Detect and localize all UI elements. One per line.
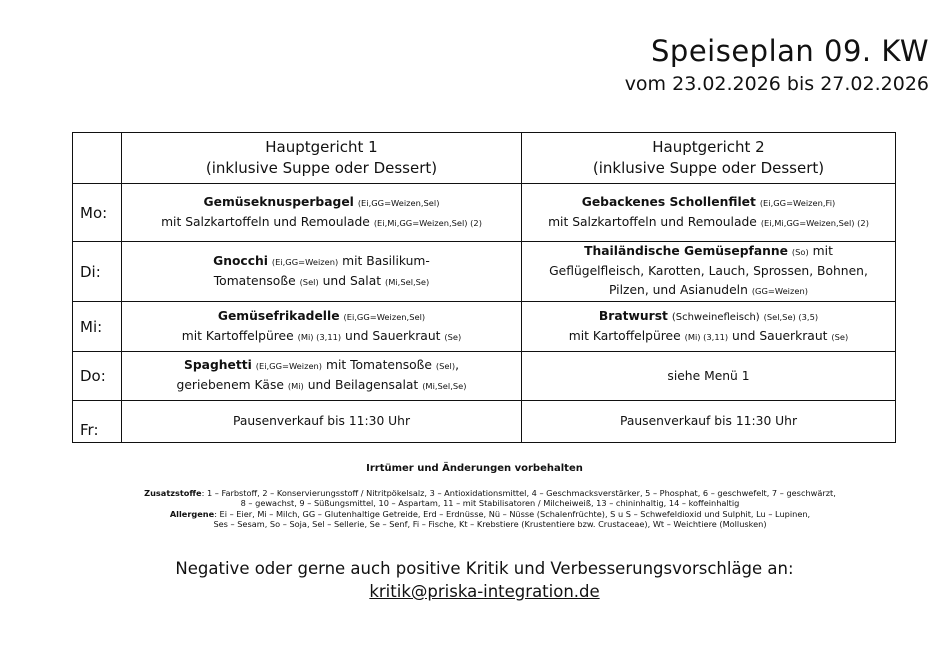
allergen-note: (GG=Weizen) — [751, 286, 808, 296]
header-empty-cell — [73, 133, 122, 184]
allergen-note: (Mi,Sel,Se) — [422, 381, 467, 391]
day-label: Di: — [73, 242, 122, 302]
dish-name: Gemüsefrikadelle — [217, 308, 340, 323]
additives-text: 8 – gewachst, 9 – Süßungsmittel, 10 – Aspartam, 11 – mit Stabilisatoren / Milcheiweiß, 13 – chininhaltig, 14 – koffeinhaltig — [240, 498, 740, 509]
table-row-tuesday — [73, 242, 896, 302]
menu1-cell — [122, 184, 522, 242]
menu2-cell — [522, 302, 896, 352]
allergen-note: (Ei,Mi,GG=Weizen,Sel) (2) — [373, 217, 482, 228]
column-header-title: Hauptgericht 1 — [265, 138, 378, 156]
dish-side: mit Kartoffelpüree — [568, 328, 681, 343]
punctuation: , — [455, 358, 459, 372]
dish-name: Spaghetti — [183, 358, 252, 372]
dish-name: Thailändische Gemüsepfanne — [584, 244, 788, 258]
allergens-text: Ses – Sesam, So – Soja, Sel – Sellerie, Se – Senf, Fi – Fische, Kt – Krebstiere (Krustentiere bzw. Crustaceae), Wt – Weichtiere (Mollusken) — [213, 519, 767, 530]
dish-name: Gebackenes Schollenfilet — [581, 194, 756, 209]
day-label: Fr: — [73, 401, 122, 443]
column-header-menu1 — [122, 133, 522, 184]
allergen-note: (Se) — [831, 331, 849, 342]
allergen-note: (Ei,GG=Weizen,Fi) — [759, 197, 836, 208]
allergens-text: : Ei – Eier, Mi – Milch, GG – Glutenhaltige Getreide, Erd – Erdnüsse, Nü – Nüsse (Schalenfrüchte), S u S – Schwefeldioxid und Sulphit, Lu – Lupinen, — [214, 508, 811, 519]
menu2-cell — [522, 184, 896, 242]
dish-side: Pilzen, und Asianudeln — [609, 283, 748, 297]
dish-name: Bratwurst — [598, 308, 668, 323]
dish-side: mit Kartoffelpüree — [181, 328, 294, 343]
allergen-note: (Mi) — [287, 381, 304, 391]
allergen-note: (Ei,GG=Weizen) — [271, 256, 339, 267]
dish-side: und Salat — [322, 273, 382, 288]
feedback-email-link[interactable]: kritik@priska-integration.de — [369, 582, 600, 601]
menu2-cell — [522, 401, 896, 443]
column-header-subtitle: (inklusive Suppe oder Dessert) — [592, 159, 825, 177]
menu1-cell — [122, 352, 522, 401]
table-row-thursday — [73, 352, 896, 401]
dish-side: mit Salzkartoffeln und Remoulade — [548, 214, 757, 229]
allergen-note: (Ei,GG=Weizen) — [255, 361, 323, 371]
dish-side: mit — [812, 244, 833, 258]
menu-table — [72, 132, 896, 443]
dish-side: und Beilagensalat — [307, 378, 419, 392]
allergen-note: (Ei,Mi,GG=Weizen,Sel) (2) — [760, 217, 869, 228]
dish-side: mit Salzkartoffeln und Remoulade — [161, 214, 370, 229]
allergen-note: (Ei,GG=Weizen,Sel) — [357, 197, 440, 208]
dish-side: Tomatensoße — [213, 273, 296, 288]
disclaimer: Irrtümer und Änderungen vorbehalten — [366, 463, 583, 474]
additives-label: Zusatzstoffe — [144, 488, 202, 498]
feedback-text: Negative oder gerne auch positive Kritik und Verbesserungsvorschläge an: — [175, 559, 794, 578]
dish-side: mit Basilikum- — [342, 253, 430, 268]
allergen-note: (Mi) (3,11) — [297, 331, 342, 342]
table-row-wednesday — [73, 302, 896, 352]
day-label: Do: — [73, 352, 122, 401]
allergen-note: (Mi,Sel,Se) — [384, 276, 430, 287]
dish-name: Gnocchi — [213, 253, 268, 268]
day-label: Mi: — [73, 302, 122, 352]
allergen-note: (Ei,GG=Weizen,Sel) — [343, 311, 426, 322]
dish-note: (Schweinefleisch) — [671, 311, 760, 323]
dish-side: mit Tomatensoße — [325, 358, 432, 372]
menu1-cell — [122, 242, 522, 302]
date-range: vom 23.02.2026 bis 27.02.2026 — [624, 73, 929, 95]
column-header-subtitle: (inklusive Suppe oder Dessert) — [205, 159, 438, 177]
feedback-section — [0, 557, 949, 603]
table-row-monday — [73, 184, 896, 242]
allergen-note: (Sel,Se) (3,5) — [763, 311, 819, 322]
dish-side: geriebenem Käse — [176, 378, 284, 392]
table-header-row — [73, 133, 896, 184]
menu1-cell — [122, 401, 522, 443]
dish-text: siehe Menü 1 — [667, 368, 750, 383]
allergen-note: (Se) — [444, 331, 462, 342]
page-title: Speiseplan 09. KW — [651, 34, 929, 68]
menu2-cell — [522, 242, 896, 302]
dish-side: Geflügelfleisch, Karotten, Lauch, Sprossen, Bohnen, — [549, 264, 868, 278]
dish-side: und Sauerkraut — [732, 328, 828, 343]
legend — [100, 488, 880, 530]
allergens-label: Allergene — [169, 508, 215, 519]
allergen-note: (Sel) — [435, 361, 456, 371]
allergen-note: (Mi) (3,11) — [684, 331, 729, 342]
dish-text: Pausenverkauf bis 11:30 Uhr — [232, 414, 411, 428]
additives-text: : 1 – Farbstoff, 2 – Konservierungsstoff / Nitritpökelsalz, 3 – Antioxidationsmittel, 4 – Geschmacksverstärker, 5 – Phosphat, 6 – geschwefelt, 7 – geschwärzt, — [201, 488, 836, 498]
column-header-title: Hauptgericht 2 — [652, 138, 765, 156]
day-label: Mo: — [73, 184, 122, 242]
column-header-menu2 — [522, 133, 896, 184]
table-row-friday — [73, 401, 896, 443]
menu2-cell — [522, 352, 896, 401]
dish-side: und Sauerkraut — [345, 328, 441, 343]
dish-name: Gemüseknusperbagel — [203, 194, 354, 209]
allergen-note: (So) — [791, 247, 809, 257]
menu1-cell — [122, 302, 522, 352]
dish-text: Pausenverkauf bis 11:30 Uhr — [619, 414, 798, 428]
allergen-note: (Sel) — [299, 276, 319, 287]
